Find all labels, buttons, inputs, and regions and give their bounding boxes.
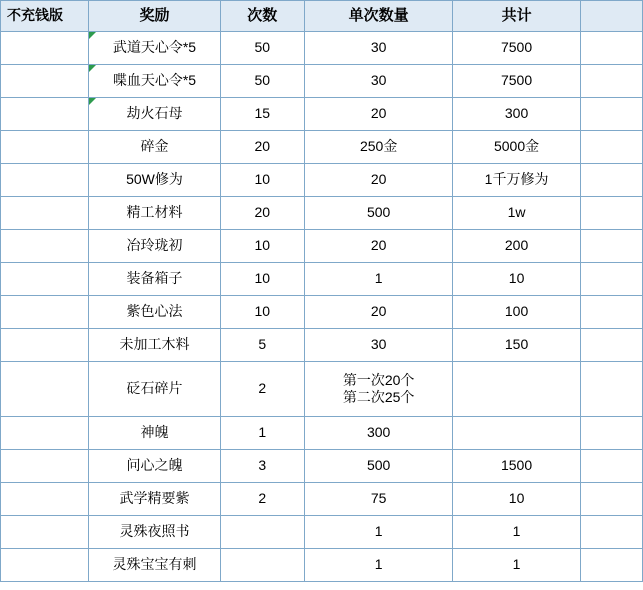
table-row <box>1 131 643 164</box>
cell-version-spacer <box>1 362 89 417</box>
cell-extra <box>580 450 642 483</box>
comment-marker-icon <box>89 98 96 105</box>
cell-total: 300 <box>453 98 580 131</box>
cell-each-amount: 1 <box>304 263 452 296</box>
cell-reward-name <box>89 197 220 230</box>
cell-extra <box>580 296 642 329</box>
reward-name-text: 碎金 <box>140 138 169 155</box>
table-row <box>1 65 643 98</box>
cell-version-spacer <box>1 417 89 450</box>
cell-extra <box>580 483 642 516</box>
header-cell-total: 共计 <box>453 1 580 32</box>
cell-each-amount: 20 <box>304 296 452 329</box>
cell-total: 7500 <box>453 65 580 98</box>
reward-name-text: 灵殊夜照书 <box>119 523 190 540</box>
cell-reward-name <box>89 164 220 197</box>
cell-version-spacer <box>1 230 89 263</box>
each-amount-line-2: 第二次25个 <box>342 389 415 405</box>
cell-version-spacer <box>1 450 89 483</box>
cell-total: 1 <box>453 516 580 549</box>
cell-version-spacer <box>1 516 89 549</box>
reward-name-text: 冶玲珑初 <box>126 237 183 254</box>
cell-reward-name <box>89 450 220 483</box>
cell-extra <box>580 516 642 549</box>
cell-each-amount: 30 <box>304 32 452 65</box>
cell-extra <box>580 549 642 582</box>
reward-name-text: 劫火石母 <box>126 105 183 122</box>
cell-total: 10 <box>453 483 580 516</box>
cell-version-spacer <box>1 164 89 197</box>
cell-total <box>453 417 580 450</box>
cell-count: 10 <box>220 164 304 197</box>
cell-reward-name <box>89 98 220 131</box>
cell-total: 1 <box>453 549 580 582</box>
cell-total: 5000金 <box>453 131 580 164</box>
cell-reward-name <box>89 417 220 450</box>
reward-name-text: 神魄 <box>140 424 169 441</box>
table-row <box>1 164 643 197</box>
cell-extra <box>580 164 642 197</box>
cell-reward-name <box>89 549 220 582</box>
cell-version-spacer <box>1 131 89 164</box>
cell-version-spacer <box>1 32 89 65</box>
cell-extra <box>580 263 642 296</box>
table-row <box>1 417 643 450</box>
cell-each-amount <box>304 362 452 417</box>
cell-total: 1500 <box>453 450 580 483</box>
reward-name-text: 灵殊宝宝有刺 <box>112 556 197 573</box>
cell-reward-name <box>89 32 220 65</box>
reward-name-text: 50W修为 <box>126 171 183 188</box>
cell-each-amount: 250金 <box>304 131 452 164</box>
table-row <box>1 329 643 362</box>
cell-reward-name <box>89 131 220 164</box>
table-row <box>1 32 643 65</box>
cell-each-amount: 1 <box>304 549 452 582</box>
cell-reward-name <box>89 362 220 417</box>
reward-name-text: 未加工木料 <box>119 336 190 353</box>
cell-version-spacer <box>1 263 89 296</box>
table-header-row <box>1 1 643 32</box>
each-amount-line-1: 第一次20个 <box>342 371 415 388</box>
cell-count: 10 <box>220 296 304 329</box>
cell-each-amount: 20 <box>304 164 452 197</box>
header-cell-empty <box>580 1 642 32</box>
cell-reward-name <box>89 329 220 362</box>
cell-count: 1 <box>220 417 304 450</box>
cell-extra <box>580 362 642 417</box>
comment-marker-icon <box>89 65 96 72</box>
cell-version-spacer <box>1 197 89 230</box>
cell-total: 100 <box>453 296 580 329</box>
header-cell-version: 不充钱版 <box>1 1 89 32</box>
cell-count: 15 <box>220 98 304 131</box>
table-row <box>1 450 643 483</box>
cell-extra <box>580 32 642 65</box>
cell-version-spacer <box>1 65 89 98</box>
reward-name-text: 武道天心令*5 <box>112 39 197 56</box>
cell-each-amount: 30 <box>304 329 452 362</box>
cell-extra <box>580 131 642 164</box>
cell-extra <box>580 230 642 263</box>
cell-each-amount: 1 <box>304 516 452 549</box>
cell-count: 2 <box>220 483 304 516</box>
reward-name-text: 问心之魄 <box>126 457 183 474</box>
cell-total <box>453 362 580 417</box>
reward-name-text: 砭石碎片 <box>126 380 183 397</box>
cell-total: 7500 <box>453 32 580 65</box>
reward-name-text: 武学精要紫 <box>119 490 190 507</box>
cell-extra <box>580 197 642 230</box>
cell-each-amount: 500 <box>304 197 452 230</box>
cell-count: 20 <box>220 131 304 164</box>
cell-count: 10 <box>220 230 304 263</box>
reward-name-text: 装备箱子 <box>126 270 183 287</box>
cell-each-amount: 20 <box>304 230 452 263</box>
comment-marker-icon <box>89 32 96 39</box>
cell-extra <box>580 329 642 362</box>
cell-each-amount: 300 <box>304 417 452 450</box>
cell-reward-name <box>89 516 220 549</box>
cell-extra <box>580 98 642 131</box>
table-row <box>1 263 643 296</box>
cell-version-spacer <box>1 98 89 131</box>
cell-each-amount: 20 <box>304 98 452 131</box>
header-cell-count: 次数 <box>220 1 304 32</box>
cell-extra <box>580 417 642 450</box>
cell-count <box>220 549 304 582</box>
cell-each-amount: 30 <box>304 65 452 98</box>
reward-name-text: 紫色心法 <box>126 303 183 320</box>
cell-reward-name <box>89 230 220 263</box>
table-row <box>1 98 643 131</box>
cell-count: 50 <box>220 65 304 98</box>
cell-reward-name <box>89 263 220 296</box>
reward-name-text: 喋血天心令*5 <box>112 72 197 89</box>
cell-total: 10 <box>453 263 580 296</box>
cell-reward-name <box>89 483 220 516</box>
table-row <box>1 549 643 582</box>
cell-version-spacer <box>1 329 89 362</box>
cell-count: 2 <box>220 362 304 417</box>
cell-version-spacer <box>1 483 89 516</box>
cell-total: 150 <box>453 329 580 362</box>
cell-count: 20 <box>220 197 304 230</box>
cell-each-amount: 75 <box>304 483 452 516</box>
table-row <box>1 483 643 516</box>
cell-version-spacer <box>1 549 89 582</box>
header-cell-each: 单次数量 <box>304 1 452 32</box>
cell-reward-name <box>89 296 220 329</box>
table-row <box>1 197 643 230</box>
cell-count <box>220 516 304 549</box>
table-row <box>1 362 643 417</box>
cell-version-spacer <box>1 296 89 329</box>
cell-total: 200 <box>453 230 580 263</box>
table-row <box>1 296 643 329</box>
cell-count: 5 <box>220 329 304 362</box>
cell-total: 1w <box>453 197 580 230</box>
cell-extra <box>580 65 642 98</box>
cell-reward-name <box>89 65 220 98</box>
cell-count: 50 <box>220 32 304 65</box>
reward-name-text: 精工材料 <box>126 204 183 221</box>
cell-count: 3 <box>220 450 304 483</box>
cell-count: 10 <box>220 263 304 296</box>
table-row <box>1 516 643 549</box>
header-cell-reward: 奖励 <box>89 1 220 32</box>
cell-total: 1千万修为 <box>453 164 580 197</box>
cell-each-amount: 500 <box>304 450 452 483</box>
table-row <box>1 230 643 263</box>
